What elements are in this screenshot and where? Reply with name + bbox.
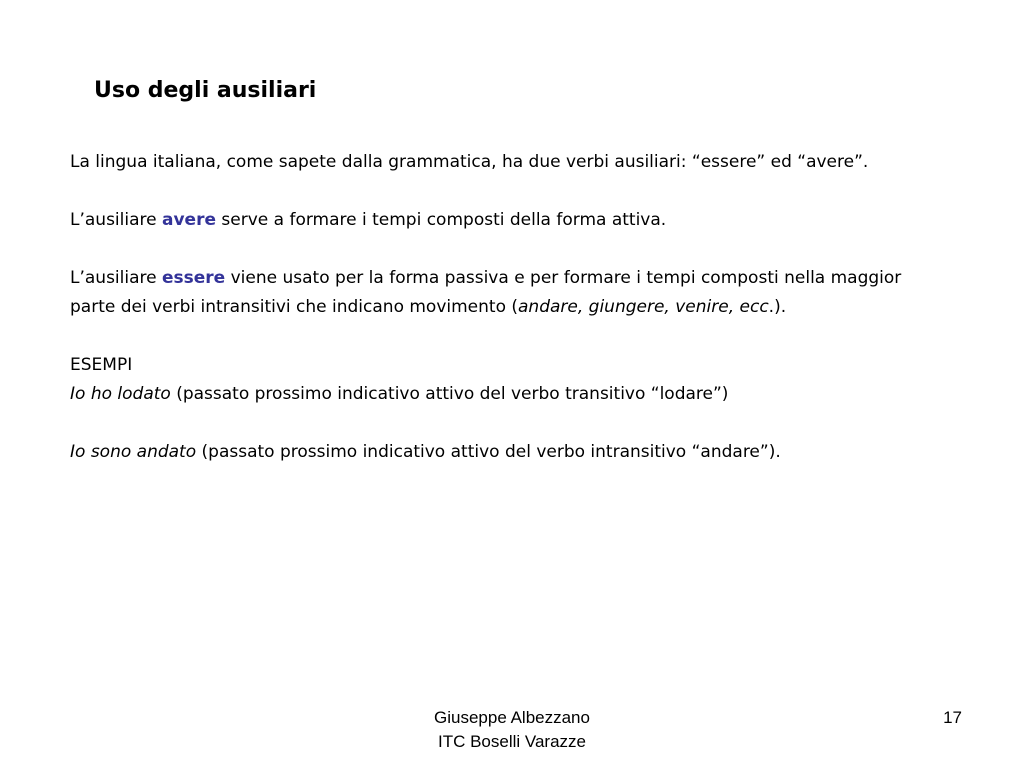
spacer [70,322,950,351]
example-2-phrase: Io sono andato [70,442,197,462]
examples-heading: ESEMPI [70,355,133,375]
slide-number: 17 [943,708,962,727]
footer-author [362,706,662,754]
paragraph-intro: La lingua italiana, come sapete dalla grammatica, ha due verbi ausiliari: “essere” ed “avere”. [70,152,869,172]
footer-school: ITC Boselli Varazze [437,732,586,751]
paragraph-essere-before: L’ausiliare [70,268,162,288]
paragraph-avere [70,206,950,235]
slide-title: Uso degli ausiliari [94,78,317,103]
paragraph-essere-middle: viene usato per la forma passiva e per formare i tempi composti nella maggior parte dei verbi intransitivi che indicano movimento ( [70,268,902,317]
footer-author-name: Giuseppe Albezzano [434,708,590,727]
paragraph-avere-after: serve a formare i tempi composti della forma attiva. [216,210,667,230]
spacer [70,409,950,438]
example-1-description: (passato prossimo indicativo attivo del verbo transitivo “lodare”) [170,384,729,404]
example-2 [70,438,950,467]
keyword-avere: avere [162,210,216,230]
paragraph-essere-examples: andare, giungere, venire, ecc [518,297,769,317]
paragraph-avere-before: L’ausiliare [70,210,162,230]
spacer [70,177,950,206]
keyword-essere: essere [162,268,226,288]
example-2-description: (passato prossimo indicativo attivo del verbo intransitivo “andare”). [196,442,781,462]
spacer [70,235,950,264]
paragraph-essere-after: .). [768,297,787,317]
example-1-phrase: Io ho lodato [70,384,171,404]
example-1 [70,380,950,409]
paragraph-essere [70,264,950,322]
slide-body [70,148,950,467]
